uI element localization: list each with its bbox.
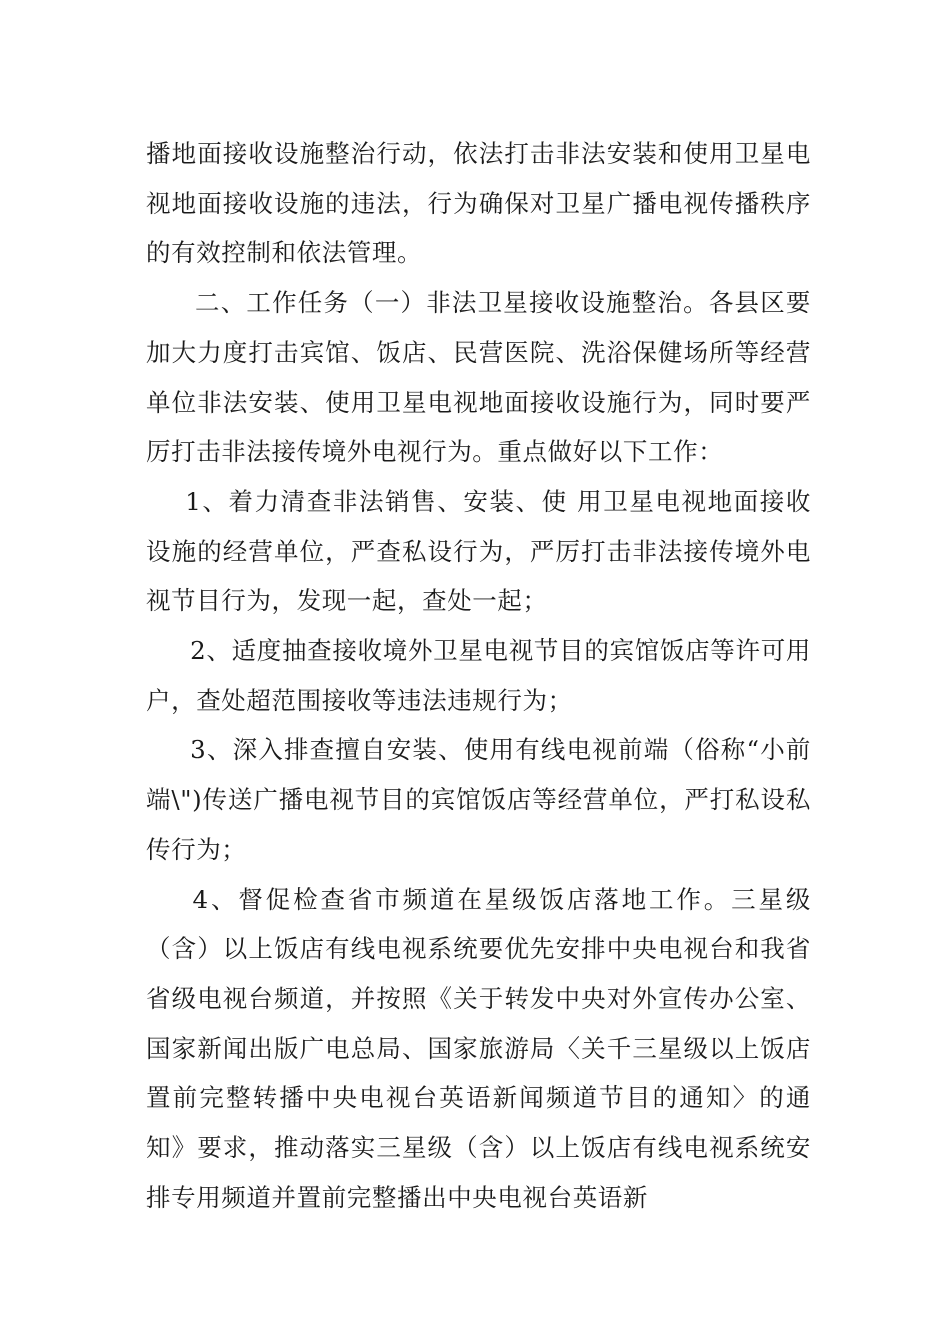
list-item-3: 3、深入排查擅自安装、使用有线电视前端（俗称“小前端\")传送广播电视节目的宾馆饭店等经营单位，严打私设私传行为； (146, 735, 811, 864)
list-item-1: 1、着力清查非法销售、安装、使 用卫星电视地面接收设施的经营单位，严查私设行为，严厉打击非法接传境外电视节目行为，发现一起，查处一起； (146, 486, 811, 616)
list-item-2: 2、适度抽查接收境外卫星电视节目的宾馆饭店等许可用户，查处超范围接收等违法违规行为； (146, 636, 811, 715)
document-body (146, 129, 811, 1222)
paragraph-work-tasks: 二、工作任务（一）非法卫星接收设施整治。各县区要加大力度打击宾馆、饭店、民营医院、洗浴保健场所等经营单位非法安装、使用卫星电视地面接收设施行为，同时要严厉打击非法接传境外电视行为。重点做好以下工作： (146, 288, 811, 467)
list-item-4: 4、督促检查省市频道在星级饭店落地工作。三星级（含）以上饭店有线电视系统要优先安排中央电视台和我省省级电视台频道，并按照《关于转发中央对外宣传办公室、国家新闻出版广电总局、国家旅游局〈关千三星级以上饭店置前完整转播中央电视台英语新闻频道节目的通知〉的通知》要求，推动落实三星级（含）以上饭店有线电视系统安排专用频道并置前完整播出中央电视台英语新 (146, 884, 811, 1212)
paragraph-continuation: 播地面接收设施整治行动，依法打击非法安装和使用卫星电视地面接收设施的违法，行为确保对卫星广播电视传播秩序的有效控制和依法管理。 (146, 139, 811, 268)
